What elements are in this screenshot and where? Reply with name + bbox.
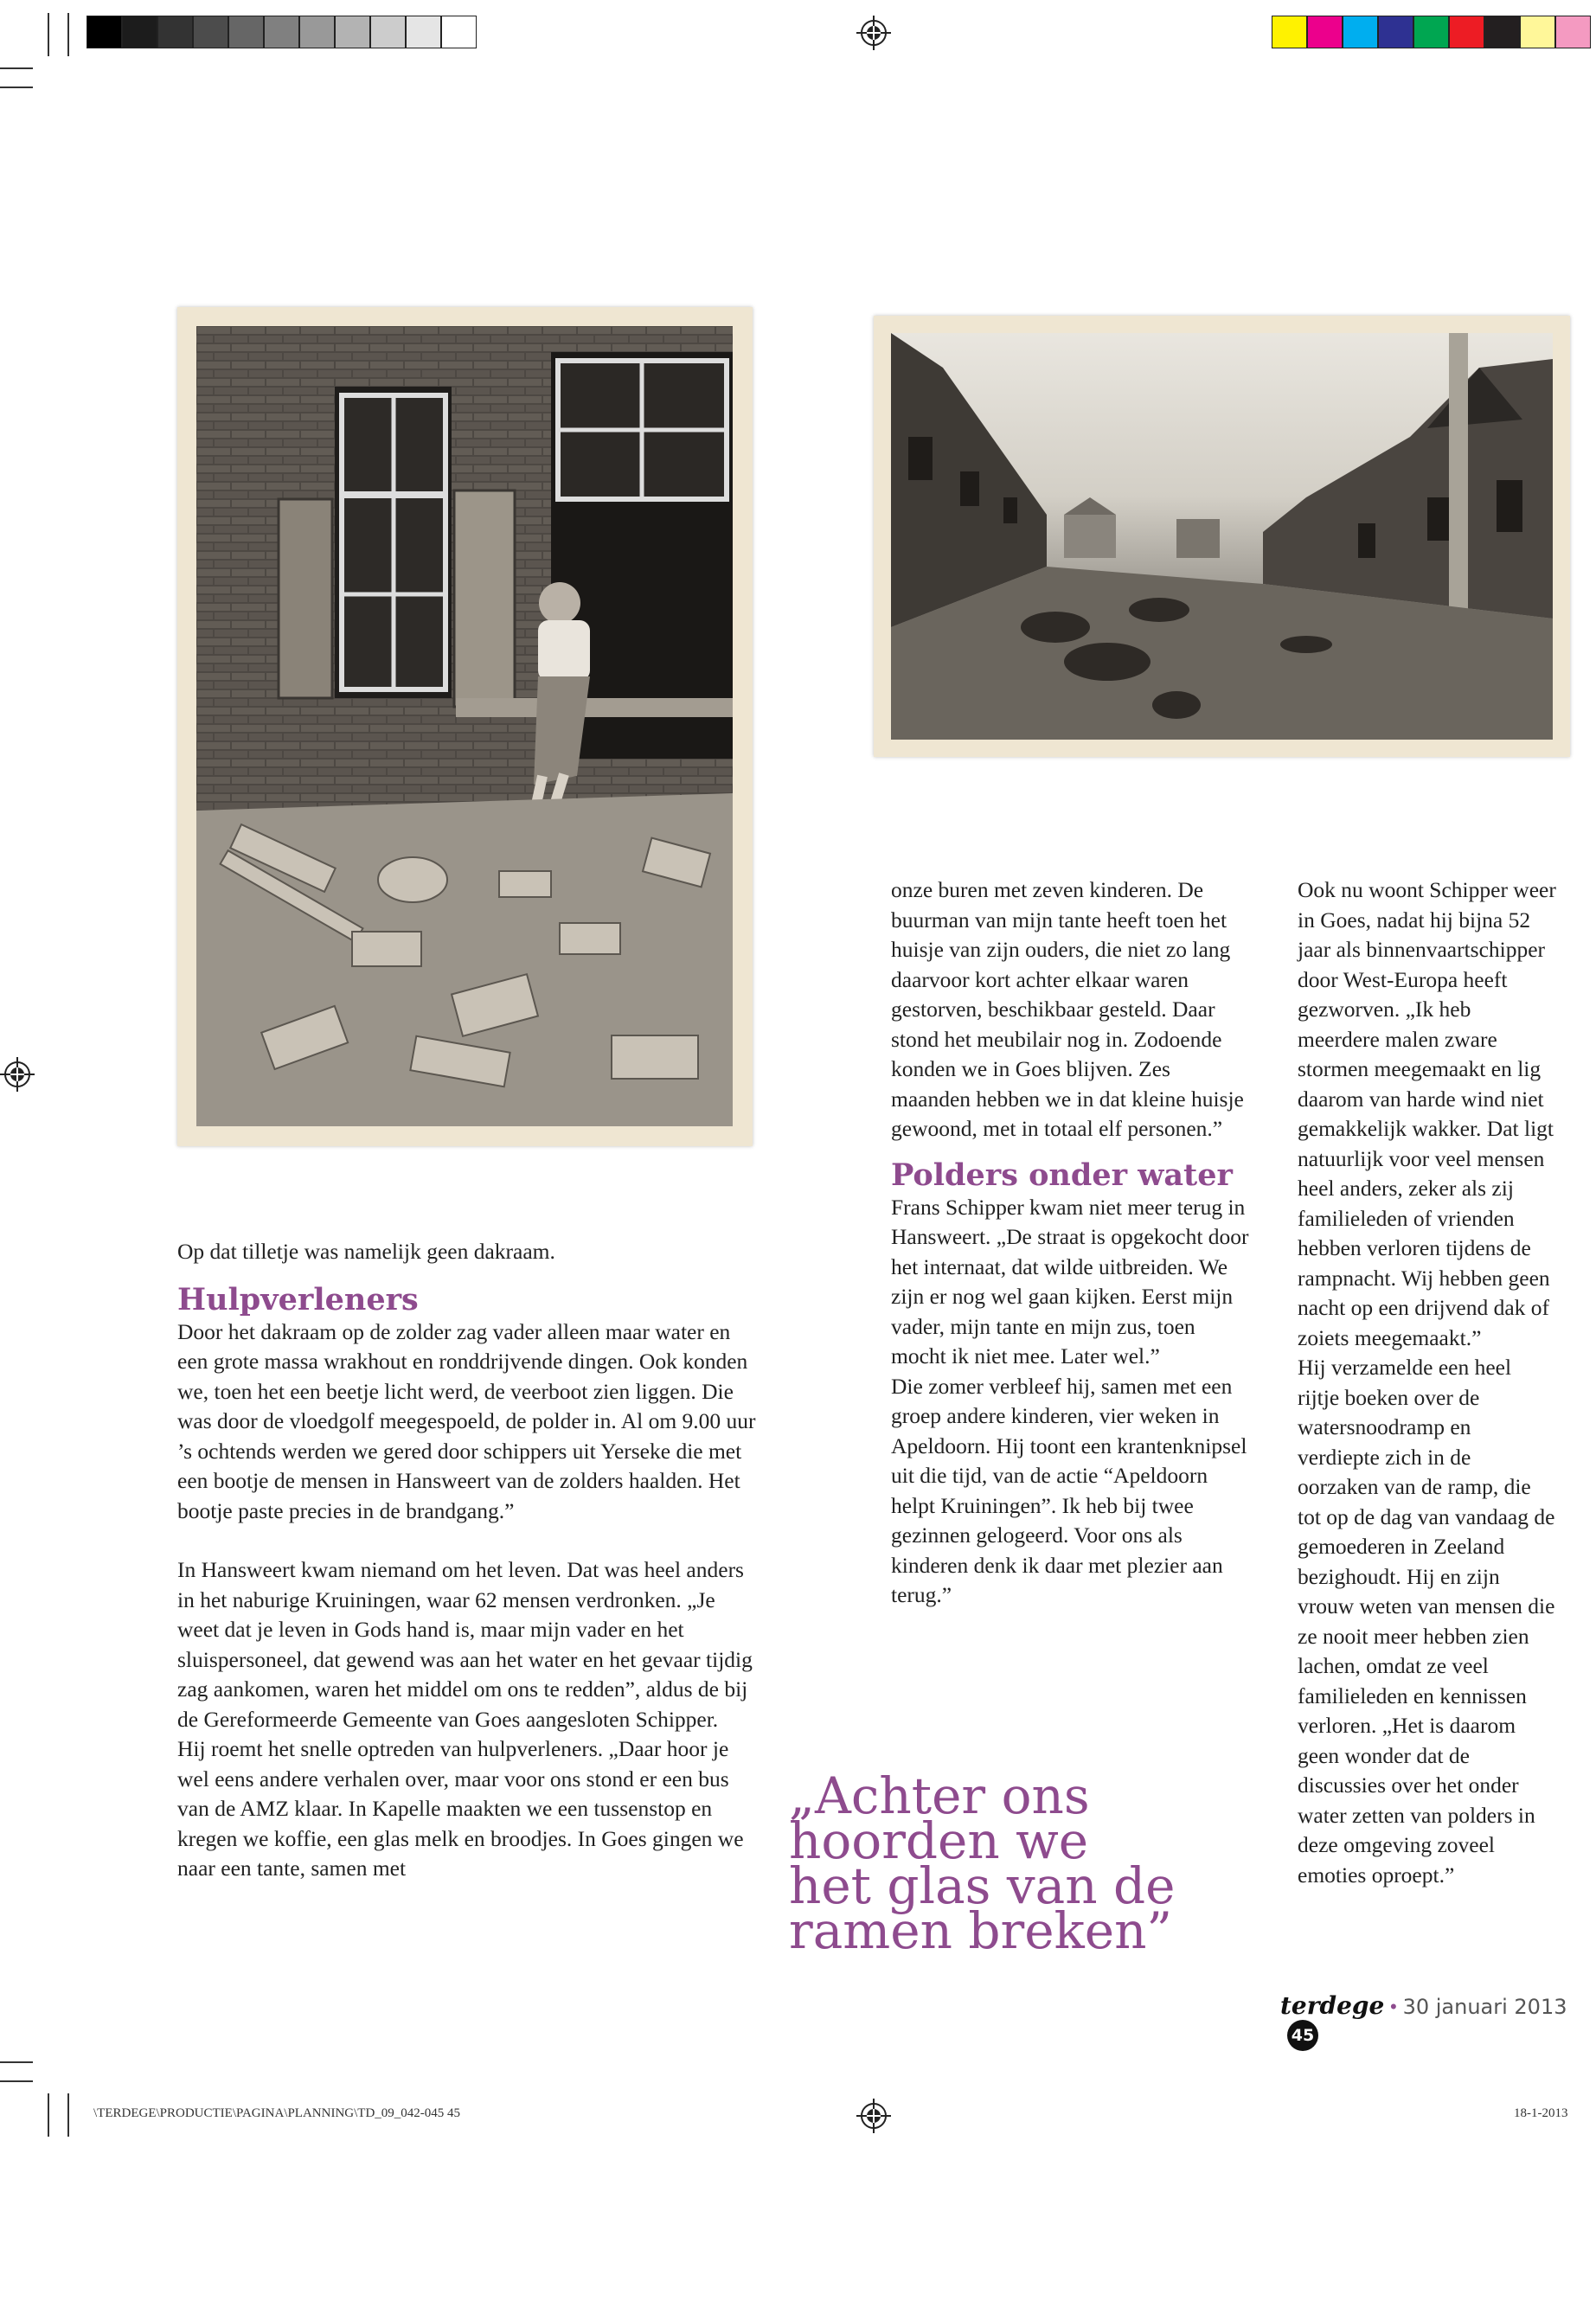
crop-mark [0,67,33,69]
gray-swatch [441,16,477,48]
gray-swatch [370,16,406,48]
print-slug-path: \TERDEGE\PRODUCTIE\PAGINA\PLANNING\TD_09_042-045 45 [93,2106,461,2120]
paragraph: Ook nu woont Schipper weer in Goes, nadat hij bijna 52 jaar als binnenvaartschipper door West-Europa heeft gezworven. „Ik heb meerdere malen zware stormen meegemaakt en lig daarom van harde wind niet gemakkelijk wakker. Dat ligt natuurlijk voor veel mensen heel anders, zeker als zij familieleden of vrienden hebben verloren tijdens de rampnacht. Wij hebben geen nacht op een drijvend dak of zoiets meegemaakt.” [1298,877,1556,1350]
paragraph: Frans Schipper kwam niet meer terug in Hansweert. „De straat is opgekocht door het internaat, dat wilde uitbreiden. We zijn er nog wel gaan kijken. Eerst mijn vader, mijn tante en mijn zus, toen mocht ik niet mee. Later wel.” [891,1194,1249,1368]
gray-swatch [87,16,122,48]
crop-mark [0,87,33,88]
section-heading-polders-onder-water: Polders onder water [891,1157,1233,1193]
crop-mark [67,13,69,56]
paragraph: Door het dakraam op de zolder zag vader alleen maar water en een grote massa wrakhout en ronddrijvende dingen. Ook konden we, toen het een beetje licht werd, de veerboot zien liggen. Die was door de vloedgolf meegespoeld, de polder in. Al om 9.00 uur ’s ochtends werden we gered door schippers uit Yerseke die met een bootje de mensen in Hansweert van de zolders haalden. Het bootje paste precies in de brandgang.” [177,1318,756,1523]
color-swatch [1378,16,1413,48]
color-swatch [1555,16,1591,48]
page-number-badge: 45 [1287,2020,1318,2051]
magazine-logo: terdege [1280,1991,1385,2020]
print-slug-date: 18-1-2013 [1514,2106,1568,2120]
pull-quote-line: hoorden we [789,1811,1089,1870]
gray-swatch [335,16,370,48]
intro-line: Op dat tilletje was namelijk geen dakraam. [177,1239,555,1264]
issue-date: 30 januari 2013 [1402,1995,1567,2019]
color-swatch [1520,16,1555,48]
article-column-middle [891,875,1254,1611]
page-footer [1280,1991,1596,2051]
paragraph: In Hansweert kwam niemand om het leven. Dat was heel anders in het naburige Kruiningen, waar 62 mensen verdronken. „Je weet dat je leven in Gods hand is, maar mijn vader en het sluispersoneel, dat gewend was aan het water en het gevaar tijdig zag aankomen, waren het middel om ons te redden”, aldus de bij de Gereformeerde Gemeente van Goes aangesloten Schipper. [177,1557,753,1732]
registration-mark-icon [856,2099,891,2133]
crop-mark [0,2080,33,2082]
registration-mark-icon [0,1057,35,1092]
paragraph: onze buren met zeven kinderen. De buurman van mijn tante heeft toen het huisje van zijn ouders, die niet zo lang daarvoor kort achter elkaar waren gestorven, beschikbaar gesteld. Daar stond het meubilair nog in. Zodoende konden we in Goes blijven. Zes maanden hebben we in dat kleine huisje gewoond, met in totaal elf personen.” [891,877,1244,1141]
pull-quote-line: „Achter ons [789,1766,1090,1825]
pull-quote-line: ramen breken” [789,1901,1173,1960]
photo-woman-at-window [177,307,753,1146]
footer-bullet: • [1389,1996,1398,2019]
gray-swatch [264,16,299,48]
gray-swatch [193,16,228,48]
paragraph: Die zomer verbleef hij, samen met een groep andere kinderen, vier weken in Apeldoorn. Hij toont een krantenknipsel uit die tijd, van de actie “Apeldoorn helpt Kruiningen”. Ik heb bij twee gezinnen gelogeerd. Voor ons als kinderen denk ik daar met plezier aan terug.” [891,1373,1247,1607]
paragraph: Hij roemt het snelle optreden van hulpverleners. „Daar hoor je wel eens andere verhalen over, maar voor ons stond er een bus van de AMZ klaar. In Kapelle maakten we een tussenstop en kregen we koffie, een glas melk en broodjes. In Goes gingen we naar een tante, samen met [177,1736,744,1881]
photo-damaged-street-image [891,333,1553,740]
pull-quote-line: het glas van de [789,1856,1176,1915]
pull-quote [789,1766,1239,1960]
color-swatch [1413,16,1449,48]
gray-swatch [228,16,264,48]
gray-swatch [406,16,441,48]
photo-damaged-street [874,316,1570,757]
gray-swatch [299,16,335,48]
gray-swatch [122,16,157,48]
article-column-left [177,1237,761,1884]
crop-mark [48,13,49,56]
crop-mark [48,2093,49,2137]
color-swatch [1343,16,1378,48]
color-swatch [1307,16,1343,48]
color-swatch [1484,16,1520,48]
section-heading-hulpverleners: Hulpverleners [177,1281,419,1317]
paragraph: Hij verzamelde een heel rijtje boeken over de watersnoodramp en verdiepte zich in de oorzaken van de ramp, die tot op de dag van vandaag de gemoederen in Zeeland bezighoudt. Hij en zijn vrouw weten van mensen die ze nooit meer hebben zien lachen, omdat ze veel familieleden en kennissen verloren. „Het is daarom geen wonder dat de discussies over het onder water zetten van polders in deze omgeving zoveel emoties oproept.” [1298,1355,1555,1888]
color-swatch [1272,16,1307,48]
gray-swatch [157,16,193,48]
crop-mark [67,2093,69,2137]
photo-woman-at-window-image [196,326,733,1126]
registration-mark-icon [856,16,891,50]
color-swatch [1449,16,1484,48]
article-column-right [1298,875,1557,1890]
crop-mark [0,2061,33,2063]
